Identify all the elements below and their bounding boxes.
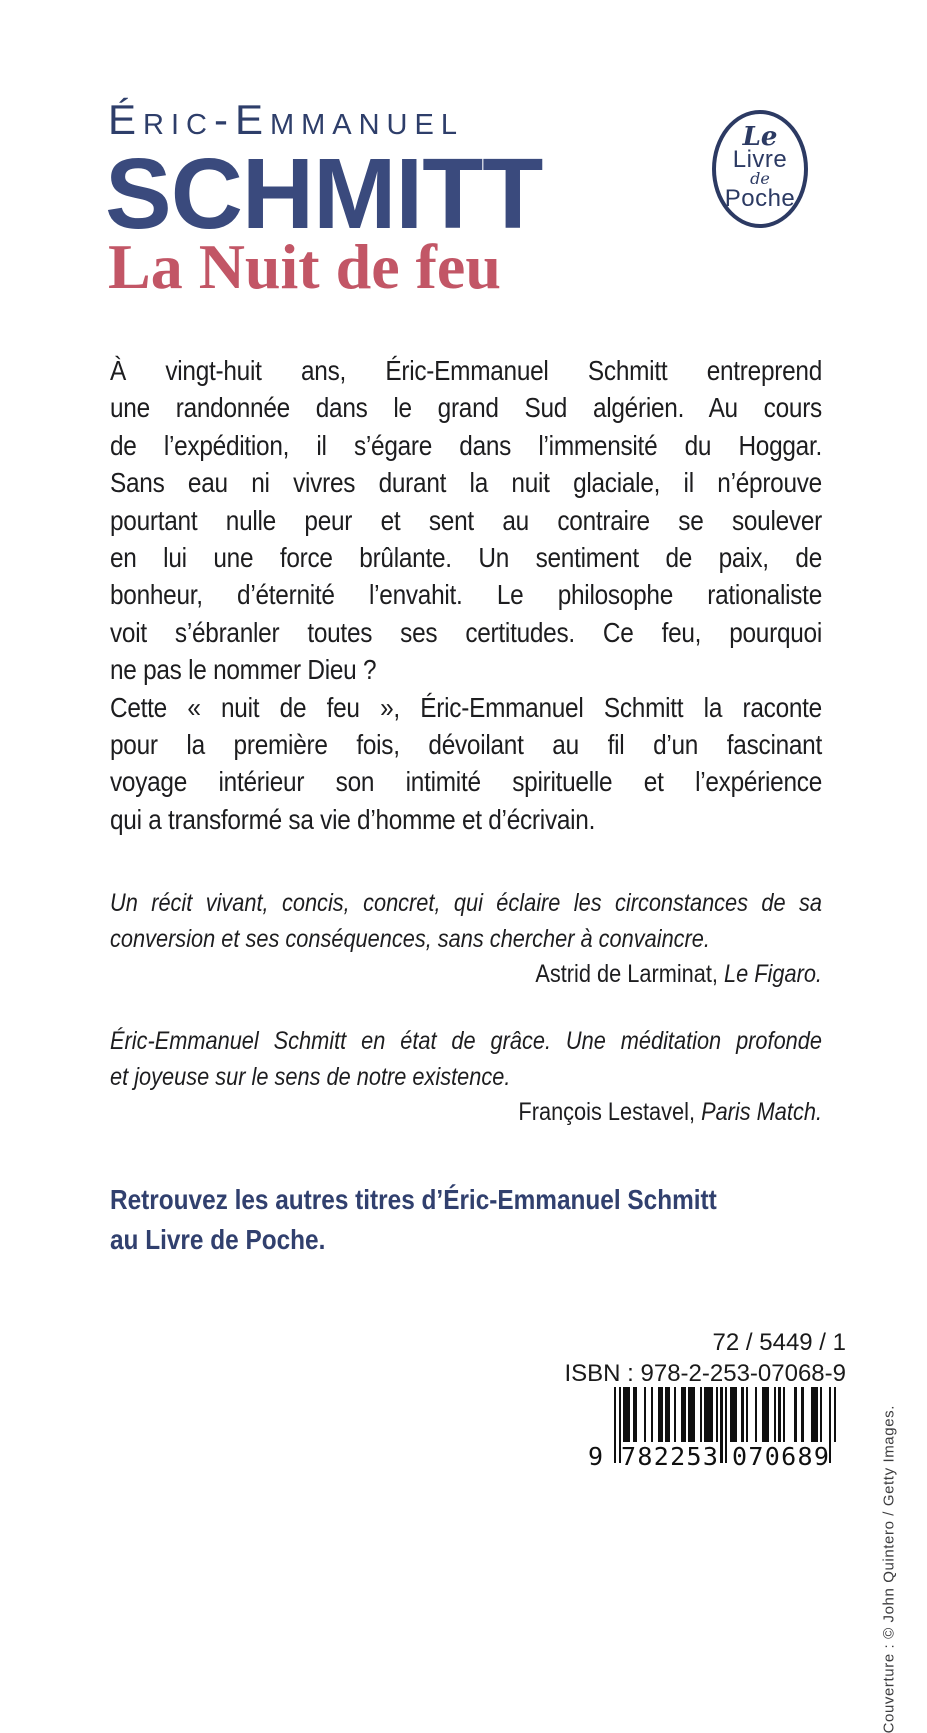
promo-text <box>110 1180 822 1260</box>
edition-code: 72 / 5449 / 1 <box>712 1329 846 1356</box>
barcode <box>588 1387 836 1473</box>
review-attribution <box>110 1095 822 1131</box>
author-surname: SCHMITT <box>105 138 543 250</box>
barcode-digit: 2 <box>670 1442 686 1471</box>
promo-line: Retrouvez les autres titres d’Éric-Emmanuel Schmitt <box>110 1184 717 1215</box>
review-line: et joyeuse sur le sens de notre existence. <box>110 1062 511 1091</box>
barcode-digit: 8 <box>797 1442 813 1471</box>
synopsis-line: bonheur, d’éternité l’envahit. Le philosophe rationaliste <box>110 579 822 611</box>
synopsis <box>110 352 822 838</box>
synopsis-line: ne pas le nommer Dieu ? <box>110 654 377 686</box>
review-line: Un récit vivant, concis, concret, qui éclaire les circonstances de sa <box>110 889 822 917</box>
synopsis-line: voyage intérieur son intimité spirituelle et l’expérience <box>110 766 822 798</box>
synopsis-line: Sans eau ni vivres durant la nuit glaciale, il n’éprouve <box>110 467 822 499</box>
synopsis-line: qui a transformé sa vie d’homme et d’écrivain. <box>110 803 596 835</box>
synopsis-line: de l’expédition, il s’égare dans l’immensité du Hoggar. <box>110 429 822 461</box>
barcode-digit: 7 <box>621 1442 637 1471</box>
barcode-digit: 0 <box>764 1442 780 1471</box>
attribution-source: Paris Match. <box>695 1098 822 1126</box>
attribution-name: Astrid de Larminat, <box>535 960 718 988</box>
synopsis-line: pourtant nulle peur et sent au contraire se soulever <box>110 504 822 536</box>
barcode-digits-right <box>732 1442 829 1471</box>
logo-line-livre: Livre <box>732 145 788 173</box>
isbn: ISBN : 978-2-253-07068-9 <box>564 1360 846 1387</box>
attribution-source: Le Figaro. <box>717 960 822 988</box>
barcode-digit: 3 <box>702 1442 718 1471</box>
print-info <box>564 1327 846 1389</box>
synopsis-line: Cette « nuit de feu », Éric-Emmanuel Schmitt la raconte <box>110 691 822 723</box>
book-title: La Nuit de feu <box>108 231 501 302</box>
synopsis-line: en lui une force brûlante. Un sentiment de paix, de <box>110 542 822 574</box>
cover-credit: Couverture : © John Quintero / Getty Images. <box>880 1405 897 1733</box>
barcode-digit: 2 <box>653 1442 669 1471</box>
attribution-name: François Lestavel, <box>518 1098 696 1126</box>
synopsis-line: une randonnée dans le grand Sud algérien. Au cours <box>110 392 822 424</box>
synopsis-line: pour la première fois, dévoilant au fil d’un fascinant <box>110 729 822 761</box>
synopsis-line: À vingt-huit ans, Éric-Emmanuel Schmitt entreprend <box>110 355 822 386</box>
publisher-logo <box>712 110 808 228</box>
barcode-digits-left <box>621 1442 718 1471</box>
barcode-digit-prefix: 9 <box>588 1442 604 1471</box>
barcode-digit: 6 <box>781 1442 797 1471</box>
logo-line-de: de <box>750 168 770 188</box>
barcode-digit: 9 <box>813 1442 829 1471</box>
review-quote-paris-match <box>110 1024 822 1131</box>
logo-line-poche: Poche <box>724 184 796 212</box>
review-attribution <box>110 957 822 993</box>
synopsis-line: voit s’ébranler toutes ses certitudes. Ce feu, pourquoi <box>110 616 822 648</box>
barcode-digit: 0 <box>732 1442 748 1471</box>
author-first-name: Éric-Emmanuel <box>108 96 464 143</box>
barcode-digit: 8 <box>637 1442 653 1471</box>
barcode-digit: 5 <box>686 1442 702 1471</box>
logo-line-le: Le <box>742 121 778 152</box>
barcode-digit: 7 <box>748 1442 764 1471</box>
review-line: conversion et ses conséquences, sans chercher à convaincre. <box>110 924 710 953</box>
promo-line: au Livre de Poche. <box>110 1224 326 1255</box>
review-line: Éric-Emmanuel Schmitt en état de grâce. Une méditation profonde <box>110 1027 822 1055</box>
review-quote-figaro <box>110 886 822 993</box>
